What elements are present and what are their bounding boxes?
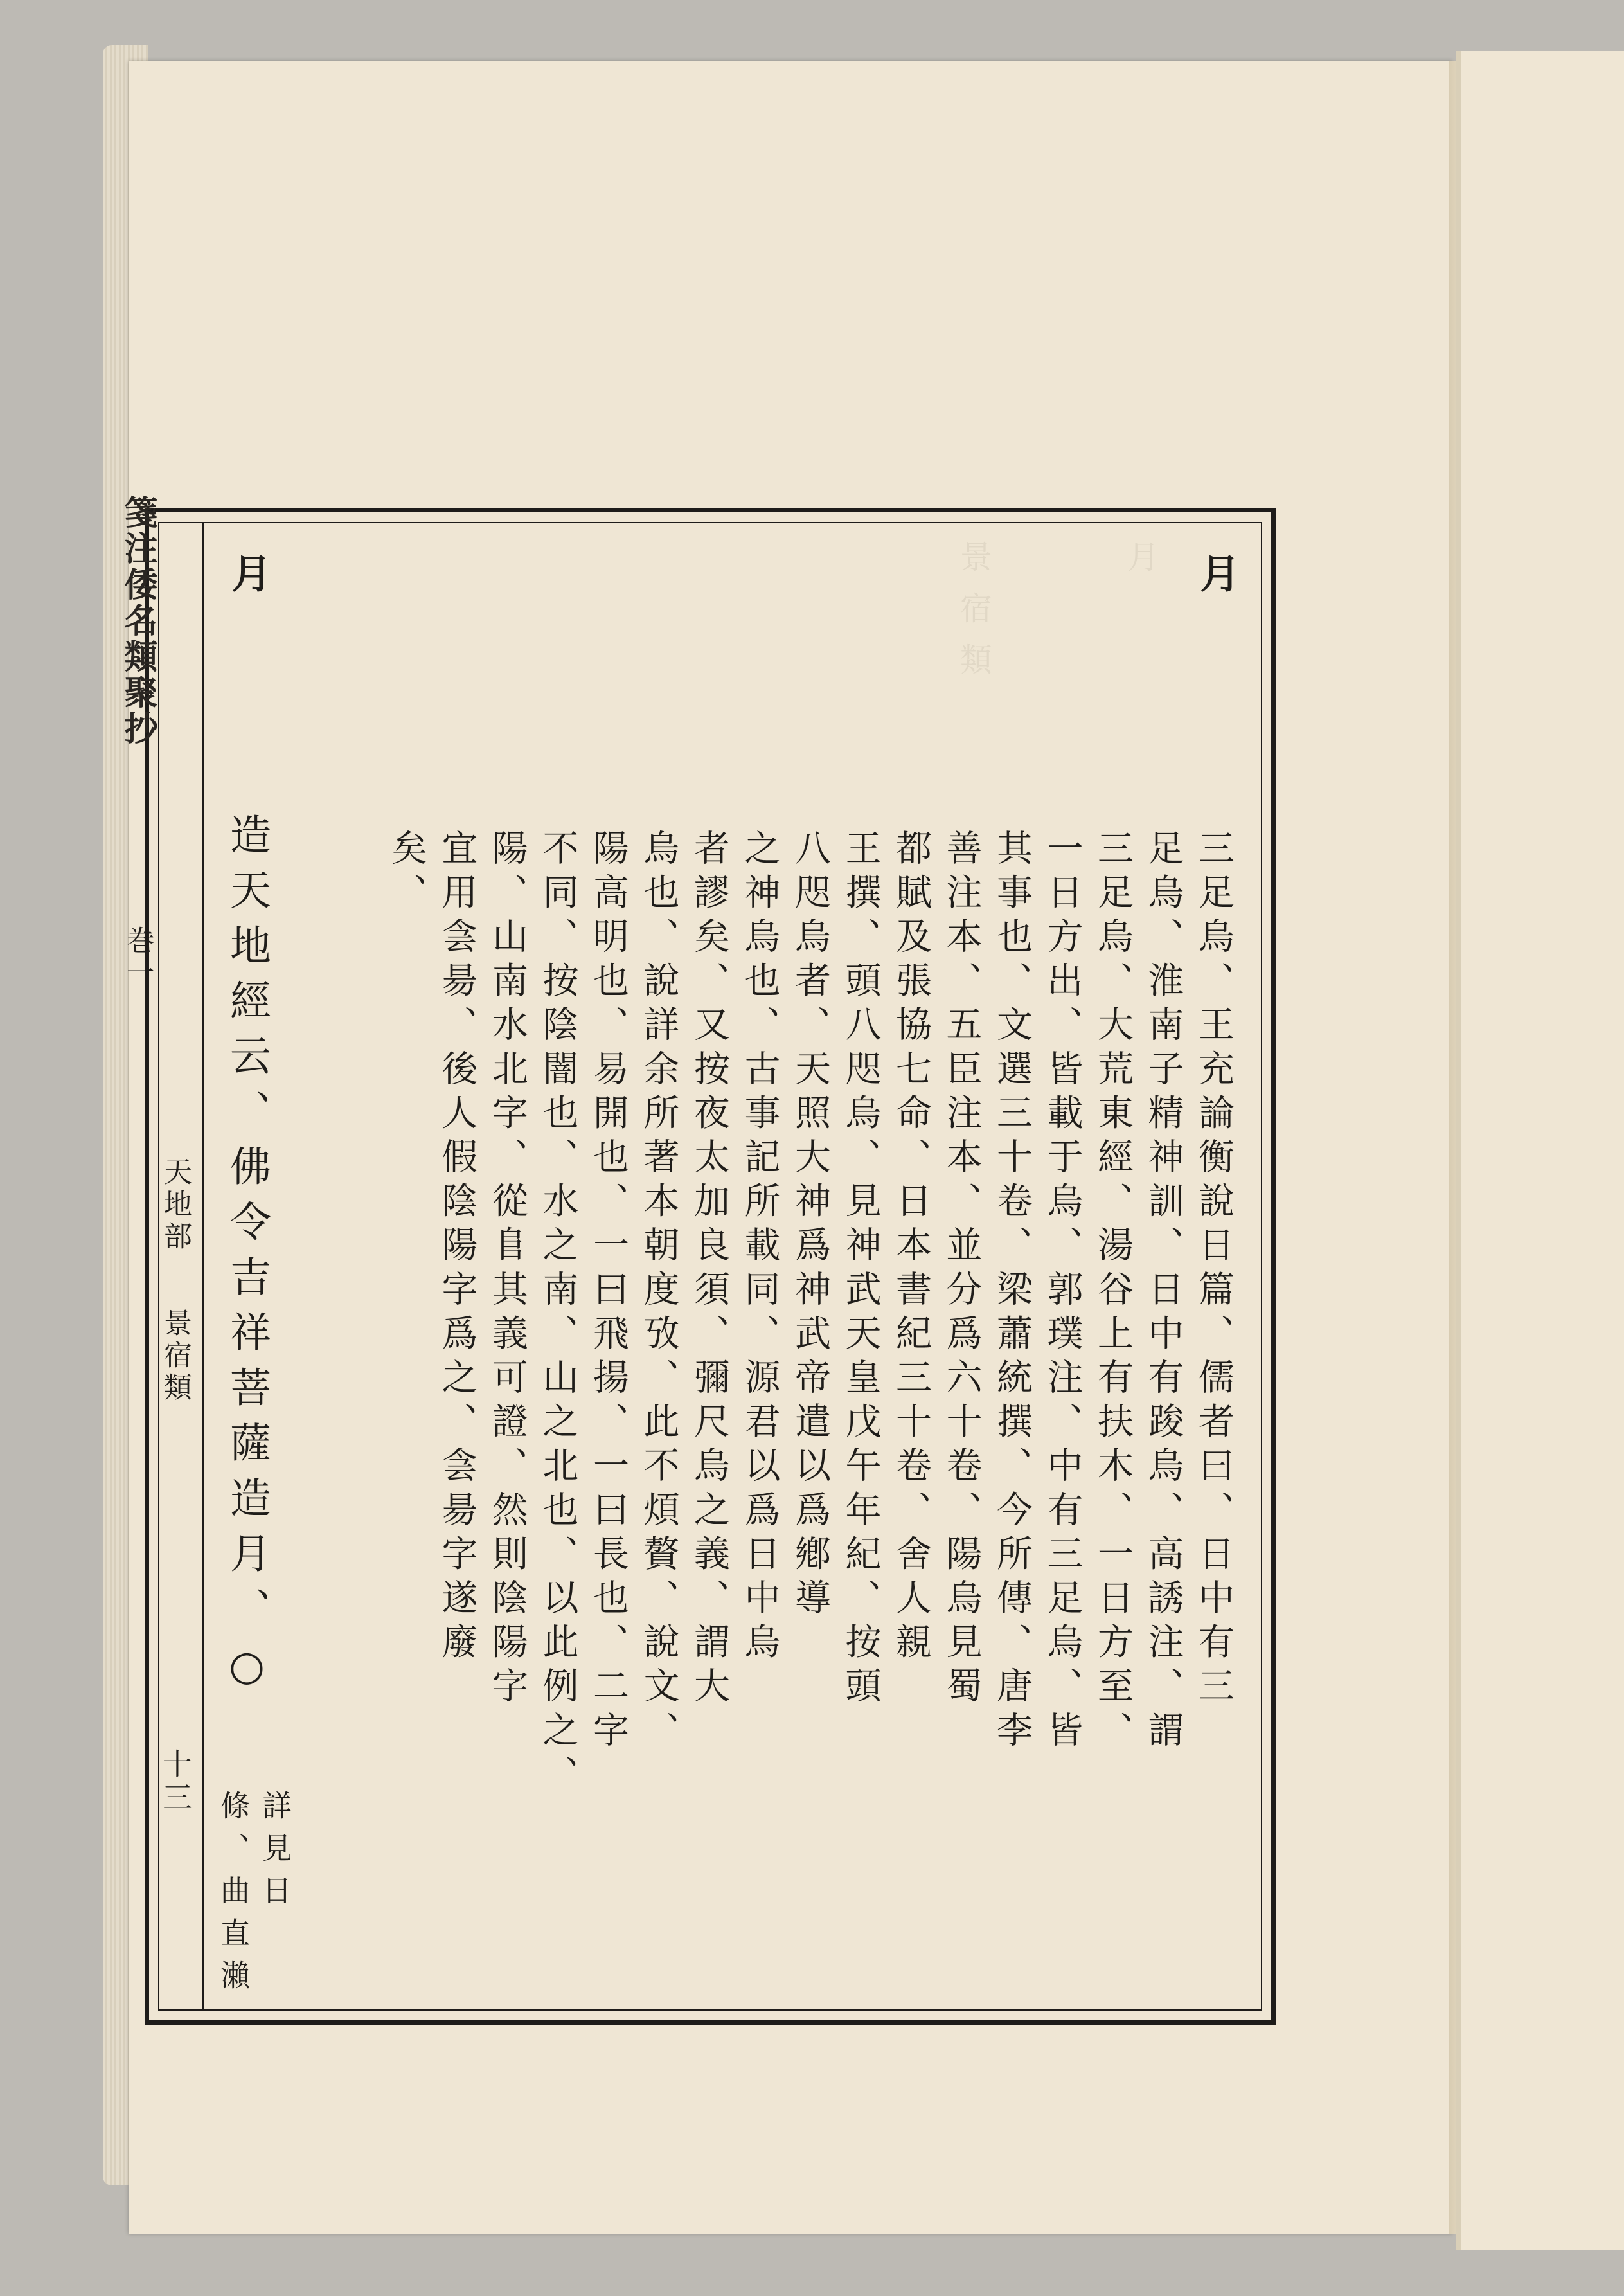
text-column: 其事也、文選三十卷、梁蕭統撰、今所傳、唐李 bbox=[991, 829, 1033, 1755]
text-column: 足烏、淮南子精神訓、日中有踆烏、高誘注、謂 bbox=[1142, 829, 1184, 1755]
show-through-text: 景宿類 bbox=[955, 540, 992, 694]
text-column: 之神烏也、古事記所載同、源君以爲日中烏 bbox=[738, 829, 781, 1667]
right-page-edge bbox=[1456, 51, 1624, 2250]
text-column: 宜用侌昜、後人假陰陽字爲之、侌昜字遂廢 bbox=[436, 829, 478, 1667]
entry-heading: 月 bbox=[225, 553, 272, 593]
text-column: 三足烏、王充論衡說日篇、儒者曰、日中有三 bbox=[1193, 829, 1235, 1711]
text-column: 烏也、說詳余所著本朝度攷、此不煩贅、說文、 bbox=[638, 829, 680, 1755]
text-column: 矣、 bbox=[386, 829, 427, 918]
entry-note-line-2: 條、曲直瀨 bbox=[216, 1790, 251, 2002]
book-title: 箋注倭名類聚抄 bbox=[118, 495, 157, 747]
text-column: 八咫烏者、天照大神爲神武帝遣以爲鄕導 bbox=[789, 829, 831, 1623]
subsection-label: 景宿類 bbox=[159, 1308, 192, 1404]
text-column: 不同、按陰闇也、水之南、山之北也、以此例之、 bbox=[537, 829, 579, 1800]
text-column: 者謬矣、又按夜太加良須、彌尺烏之義、謂大 bbox=[688, 829, 730, 1711]
volume-label: 巻一 bbox=[121, 926, 154, 990]
text-column: 陽、山南水北字、從𨸏其義可證、然則陰陽字 bbox=[486, 829, 528, 1711]
show-through-text: 月 bbox=[1122, 540, 1159, 591]
folio-number: 十三 bbox=[158, 1748, 193, 1815]
previous-heading: 月 bbox=[1193, 553, 1240, 593]
margin-rule bbox=[202, 522, 204, 2011]
entry-note-line-1: 詳見日 bbox=[258, 1790, 292, 1917]
text-column: 一日方出、皆載于烏、郭璞注、中有三足烏、皆 bbox=[1041, 829, 1084, 1755]
entry-lead-line: 造天地經云、佛令吉祥菩薩造月、○ bbox=[223, 813, 271, 1704]
text-column: 三足烏、大荒東經、湯谷上有扶木、一日方至、 bbox=[1092, 829, 1134, 1755]
text-column: 都賦及張協七命、日本書紀三十卷、舍人親 bbox=[890, 829, 932, 1667]
text-column: 善注本、五臣注本、並分爲六十卷、陽烏見蜀 bbox=[940, 829, 983, 1711]
text-column: 王撰、頭八咫烏、見神武天皇戊午年紀、按頭 bbox=[839, 829, 882, 1711]
section-label: 天地部 bbox=[159, 1157, 192, 1253]
text-column: 陽高明也、易開也、一曰飛揚、一曰長也、二字 bbox=[587, 829, 629, 1755]
